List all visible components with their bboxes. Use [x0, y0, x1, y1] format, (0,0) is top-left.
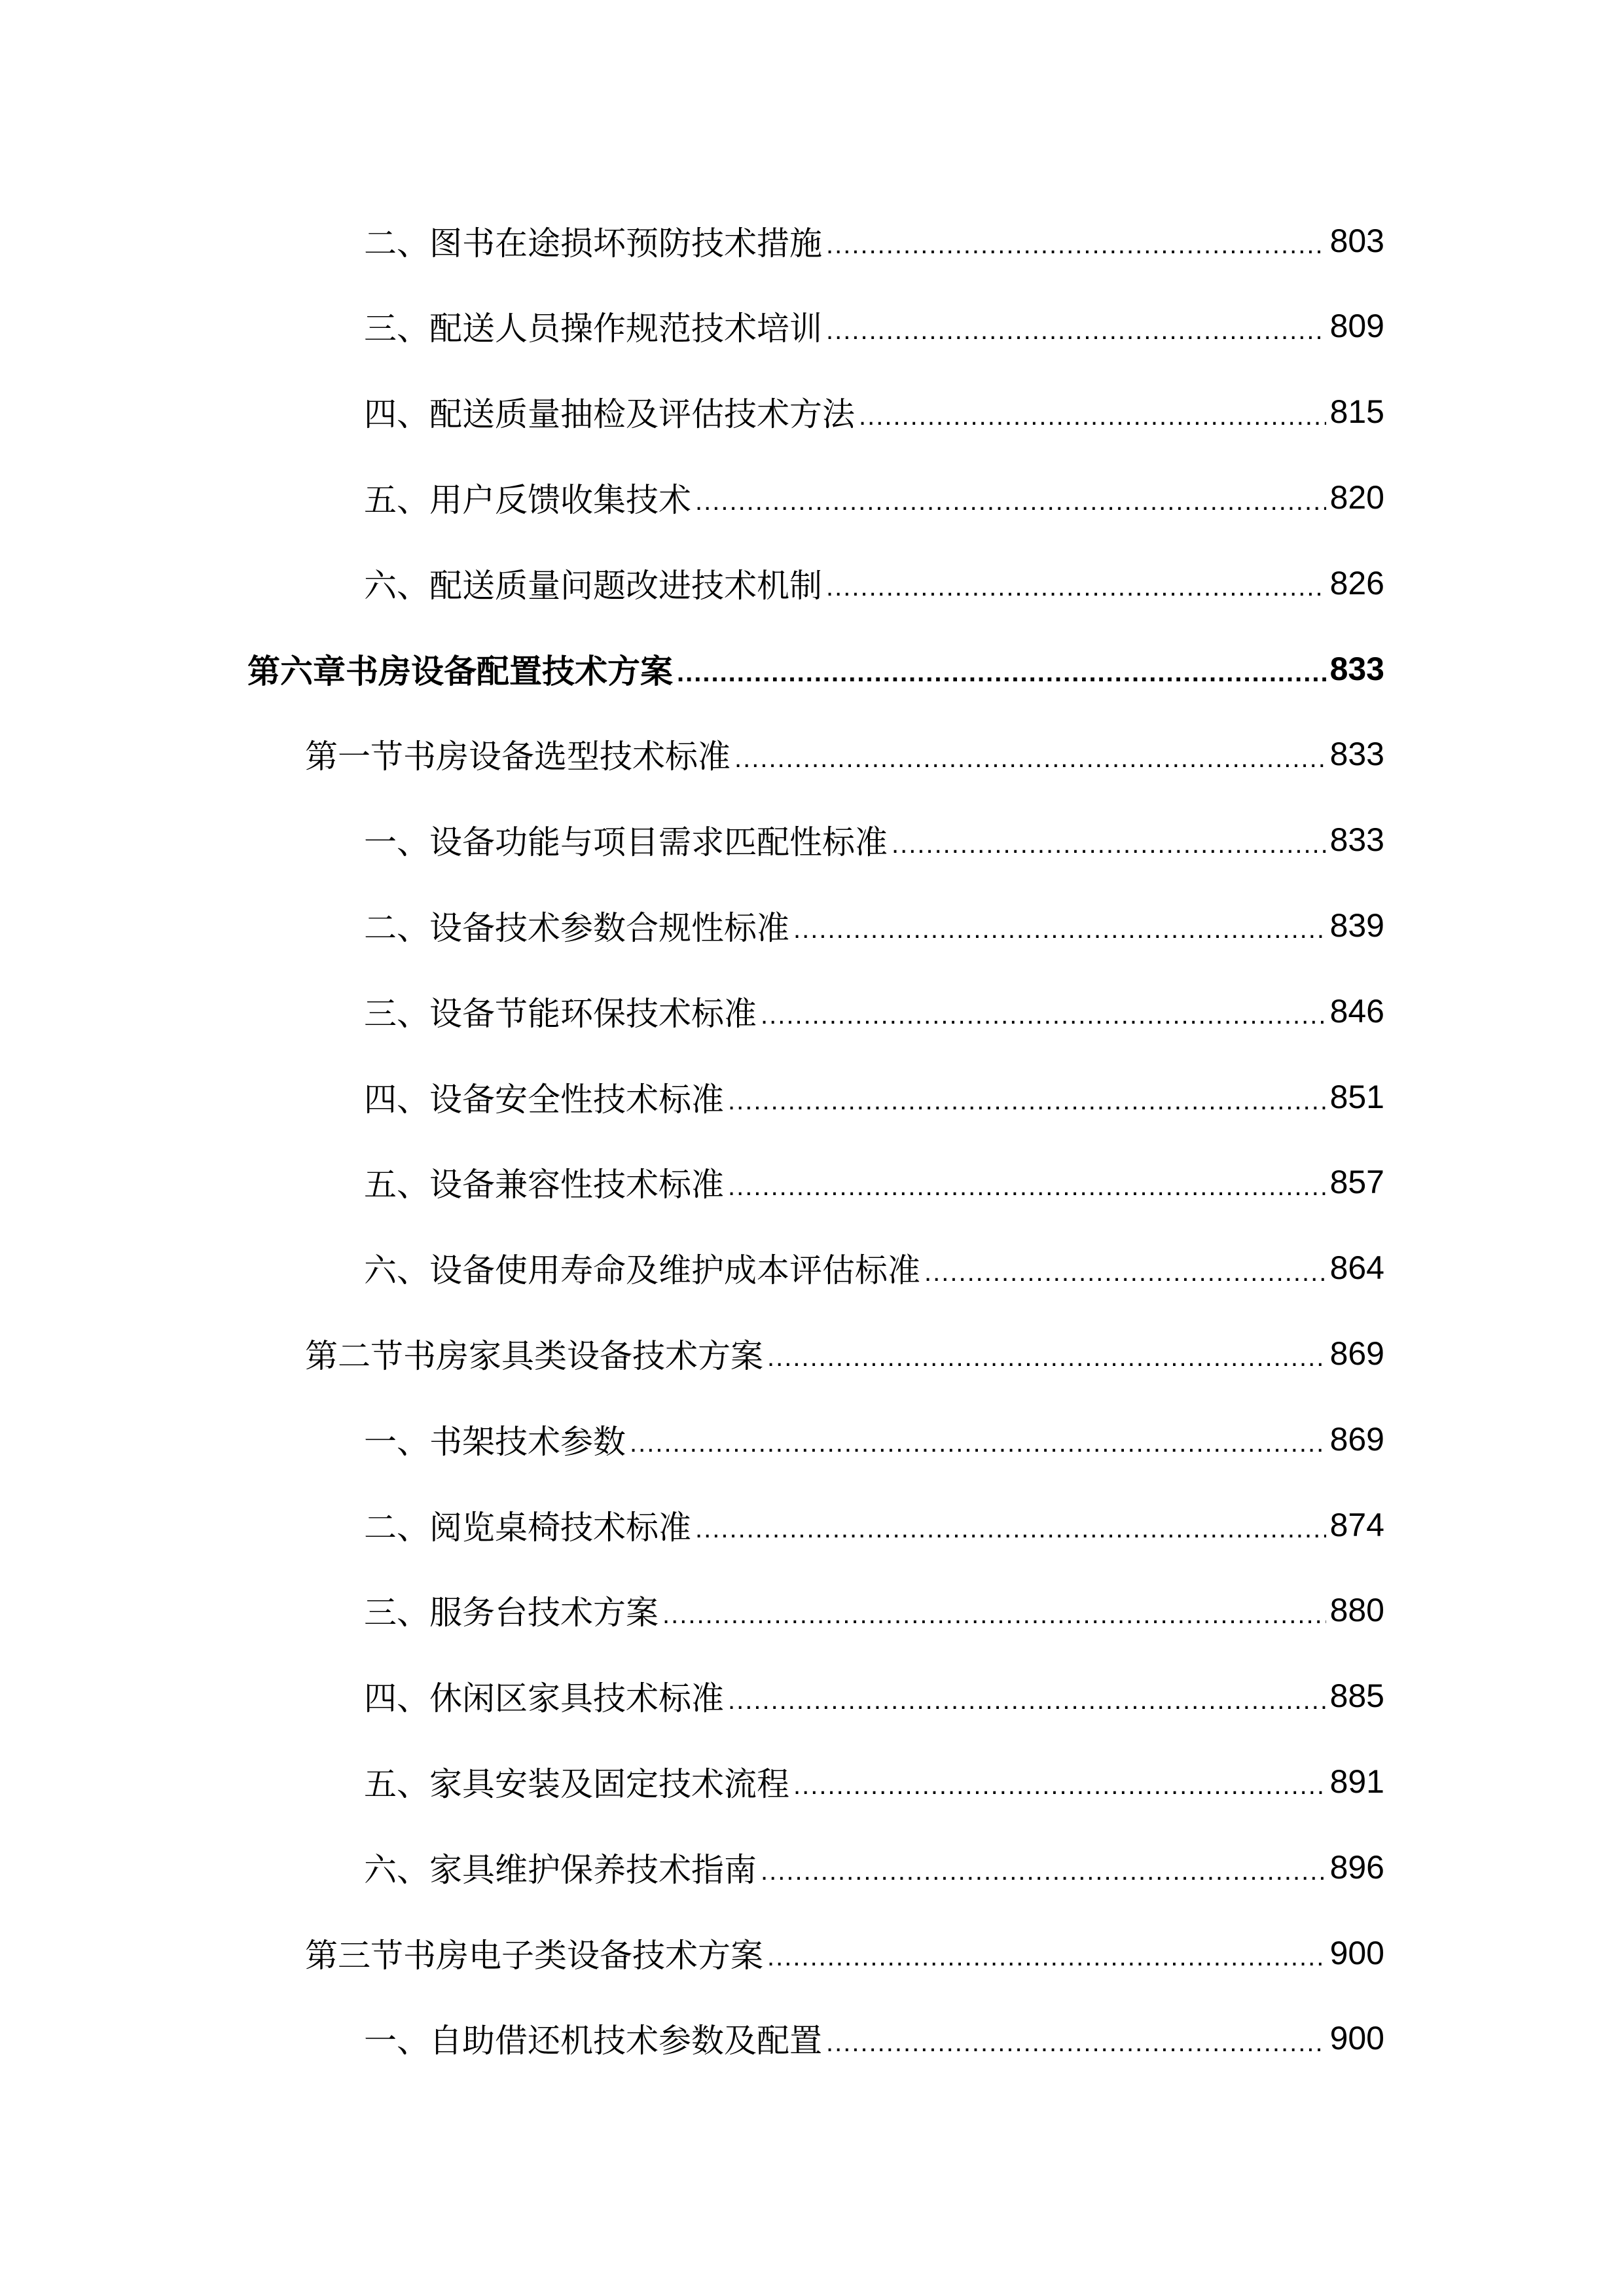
toc-subsection-entry[interactable]: [364, 1653, 1384, 1739]
toc-page-number: 826: [1329, 564, 1384, 601]
toc-entry-title: 六、设备使用寿命及维护成本评估标准: [364, 1251, 920, 1290]
dot-leader: [826, 2019, 1326, 2058]
dot-leader: [826, 307, 1326, 346]
toc-entry-title: 二、设备技术参数合规性标准: [364, 908, 789, 947]
toc-subsection-entry[interactable]: [364, 882, 1384, 968]
toc-entry-title: 三、配送人员操作规范技术培训: [364, 310, 822, 348]
dot-leader: [793, 906, 1326, 944]
toc-entry-title: 第二节书房家具类设备技术方案: [305, 1336, 763, 1375]
toc-subsection-entry[interactable]: [364, 1054, 1384, 1139]
dot-leader: [761, 992, 1326, 1030]
dot-leader: [695, 478, 1326, 516]
toc-subsection-entry[interactable]: [364, 968, 1384, 1054]
toc-page-number: 846: [1329, 992, 1384, 1030]
dot-leader: [630, 1420, 1326, 1458]
toc-page-number: 851: [1329, 1078, 1384, 1115]
toc-chapter-entry[interactable]: [247, 626, 1384, 711]
dot-leader: [892, 821, 1326, 859]
toc-entry-title: 一、书架技术参数: [364, 1422, 626, 1461]
toc-section-entry[interactable]: [305, 711, 1384, 797]
toc-subsection-entry[interactable]: [364, 1738, 1384, 1824]
toc-section-entry[interactable]: [305, 1910, 1384, 1996]
toc-subsection-entry[interactable]: [364, 797, 1384, 883]
toc-page-number: 880: [1329, 1592, 1384, 1629]
toc-subsection-entry[interactable]: [364, 1482, 1384, 1568]
toc-entry-title: 第六章书房设备配置技术方案: [247, 652, 673, 691]
toc-subsection-entry[interactable]: [364, 198, 1384, 283]
toc-entry-title: 二、阅览桌椅技术标准: [364, 1508, 691, 1547]
toc-entry-title: 一、自助借还机技术参数及配置: [364, 2022, 822, 2060]
dot-leader: [677, 649, 1326, 688]
toc-entry-title: 二、图书在途损坏预防技术措施: [364, 224, 822, 262]
dot-leader: [734, 735, 1326, 774]
toc-page-number: 900: [1329, 2020, 1384, 2057]
toc-page-number: 869: [1329, 1420, 1384, 1458]
toc-entry-title: 六、配送质量问题改进技术机制: [364, 566, 822, 605]
toc-page-number: 857: [1329, 1164, 1384, 1201]
toc-entry-title: 四、配送质量抽检及评估技术方法: [364, 395, 855, 434]
dot-leader: [826, 564, 1326, 602]
toc-page-number: 864: [1329, 1249, 1384, 1287]
toc-page-number: 820: [1329, 478, 1384, 516]
toc-page-number: 809: [1329, 308, 1384, 345]
toc-page-number: 833: [1329, 821, 1384, 859]
dot-leader: [767, 1933, 1326, 1972]
toc-subsection-entry[interactable]: [364, 1396, 1384, 1482]
toc-entry-title: 五、家具安装及固定技术流程: [364, 1765, 789, 1803]
dot-leader: [793, 1762, 1326, 1801]
toc-page-number: 803: [1329, 222, 1384, 259]
dot-leader: [826, 221, 1326, 260]
toc-subsection-entry[interactable]: [364, 540, 1384, 626]
toc-entry-title: 第一节书房设备选型技术标准: [305, 738, 731, 776]
toc-entry-title: 三、服务台技术方案: [364, 1594, 659, 1632]
dot-leader: [695, 1505, 1326, 1544]
toc-page-number: 874: [1329, 1506, 1384, 1543]
toc-page-number: 885: [1329, 1677, 1384, 1715]
toc-entry-title: 第三节书房电子类设备技术方案: [305, 1936, 763, 1975]
toc-page-number: 891: [1329, 1763, 1384, 1800]
dot-leader: [761, 1848, 1326, 1886]
toc-page-number: 839: [1329, 906, 1384, 944]
toc-entry-title: 四、休闲区家具技术标准: [364, 1679, 724, 1718]
toc-subsection-entry[interactable]: [364, 369, 1384, 455]
toc-subsection-entry[interactable]: [364, 1824, 1384, 1910]
dot-leader: [662, 1591, 1326, 1630]
dot-leader: [728, 1163, 1326, 1202]
dot-leader: [924, 1249, 1326, 1287]
toc-subsection-entry[interactable]: [364, 1225, 1384, 1311]
toc-entry-title: 三、设备节能环保技术标准: [364, 994, 757, 1033]
toc-page-number: 869: [1329, 1335, 1384, 1372]
dot-leader: [728, 1677, 1326, 1715]
toc-subsection-entry[interactable]: [364, 1996, 1384, 2081]
toc-entry-title: 四、设备安全性技术标准: [364, 1080, 724, 1119]
toc-entry-title: 五、用户反馈收集技术: [364, 480, 691, 519]
toc-page-number: 900: [1329, 1934, 1384, 1971]
toc-subsection-entry[interactable]: [364, 454, 1384, 540]
toc-subsection-entry[interactable]: [364, 1139, 1384, 1225]
toc-page-number: 833: [1329, 736, 1384, 773]
toc-entry-title: 六、家具维护保养技术指南: [364, 1850, 757, 1889]
dot-leader: [859, 393, 1326, 431]
toc-entry-title: 五、设备兼容性技术标准: [364, 1166, 724, 1204]
dot-leader: [728, 1077, 1326, 1116]
toc-subsection-entry[interactable]: [364, 1568, 1384, 1653]
toc-section-entry[interactable]: [305, 1310, 1384, 1396]
toc-page-number: 896: [1329, 1848, 1384, 1886]
toc-page-number: 815: [1329, 393, 1384, 431]
toc-subsection-entry[interactable]: [364, 283, 1384, 369]
toc-page-number: 833: [1329, 650, 1384, 687]
toc-entry-title: 一、设备功能与项目需求匹配性标准: [364, 823, 888, 862]
dot-leader: [767, 1334, 1326, 1372]
